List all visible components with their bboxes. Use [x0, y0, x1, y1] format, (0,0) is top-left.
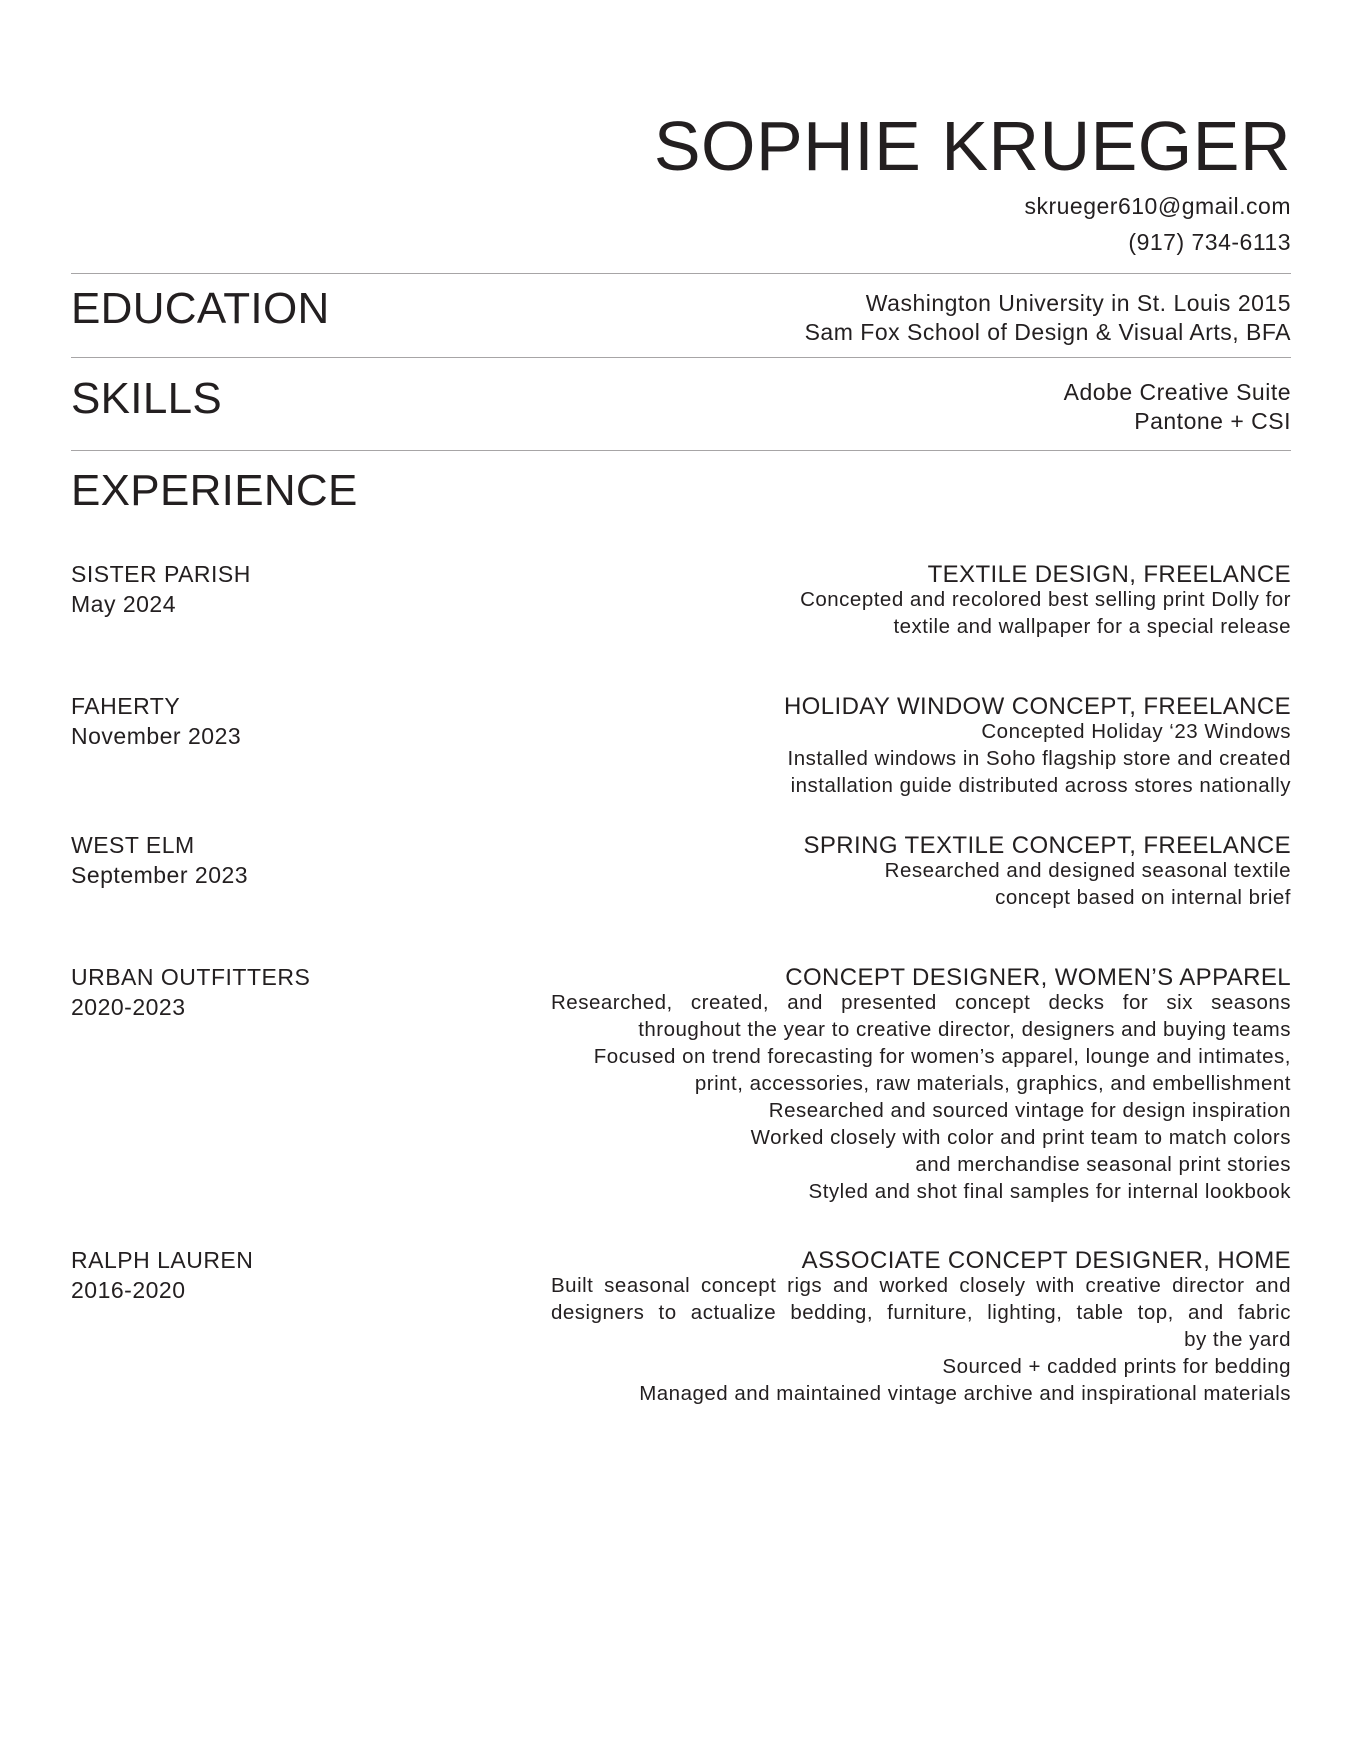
job-description: [800, 586, 1291, 640]
description-line: and merchandise seasonal print stories: [915, 1153, 1291, 1176]
employment-date: 2016-2020: [71, 1277, 186, 1303]
company-name: SISTER PARISH: [71, 561, 251, 587]
description-line: print, accessories, raw materials, graphics, and embellishment: [694, 1072, 1291, 1095]
employment-date: September 2023: [71, 862, 249, 888]
description-line: Concepted and recolored best selling print Dolly for: [800, 588, 1291, 611]
experience-role-block: [784, 690, 1291, 799]
experience-heading: EXPERIENCE: [71, 466, 358, 515]
company-name: FAHERTY: [71, 693, 181, 719]
experience-employer: [71, 690, 241, 753]
company-name: WEST ELM: [71, 832, 195, 858]
education-heading: EDUCATION: [71, 284, 330, 333]
divider-top-education: [71, 273, 1291, 274]
experience-role-block: [800, 558, 1291, 640]
resume-page: [71, 0, 1291, 1748]
description-line: Styled and shot final samples for internal lookbook: [808, 1180, 1291, 1203]
skill-item: Pantone + CSI: [1134, 408, 1291, 434]
skills-heading: SKILLS: [71, 374, 223, 423]
job-description: [551, 1272, 1291, 1407]
description-line: Researched and sourced vintage for design inspiration: [768, 1099, 1291, 1122]
education-details: [805, 287, 1291, 348]
education-school: Washington University in St. Louis 2015: [865, 290, 1291, 316]
description-line: throughout the year to creative director, designers and buying teams: [638, 1018, 1291, 1041]
resume-header: [654, 108, 1291, 262]
description-line: installation guide distributed across stores nationally: [790, 774, 1291, 797]
description-line: Managed and maintained vintage archive and inspirational materials: [639, 1382, 1291, 1405]
job-description: [803, 857, 1291, 911]
job-title: CONCEPT DESIGNER, WOMEN’S APPAREL: [785, 964, 1291, 991]
education-degree: Sam Fox School of Design & Visual Arts, BFA: [804, 319, 1291, 345]
description-line: Concepted Holiday ‘23 Windows: [981, 720, 1291, 743]
job-title: ASSOCIATE CONCEPT DESIGNER, HOME: [801, 1247, 1291, 1274]
description-line: Focused on trend forecasting for women’s apparel, lounge and intimates,: [593, 1045, 1291, 1068]
company-name: URBAN OUTFITTERS: [71, 964, 311, 990]
job-title: TEXTILE DESIGN, FREELANCE: [927, 561, 1291, 588]
job-title: SPRING TEXTILE CONCEPT, FREELANCE: [803, 832, 1291, 859]
phone-number: (917) 734-6113: [1128, 229, 1291, 255]
experience-employer: [71, 961, 310, 1024]
employment-date: 2020-2023: [71, 994, 186, 1020]
description-line: Installed windows in Soho flagship store and created: [787, 747, 1291, 770]
divider-education-skills: [71, 357, 1291, 358]
person-name: SOPHIE KRUEGER: [653, 107, 1291, 185]
description-line: Built seasonal concept rigs and worked closely with creative director and: [551, 1274, 1291, 1297]
description-line: Researched, created, and presented concept decks for six seasons: [551, 991, 1291, 1014]
experience-role-block: [551, 1244, 1291, 1407]
description-line: designers to actualize bedding, furniture, lighting, table top, and fabric: [551, 1301, 1291, 1324]
description-line: Sourced + cadded prints for bedding: [942, 1355, 1291, 1378]
experience-employer: [71, 558, 251, 621]
experience-role-block: [803, 829, 1291, 911]
email-address: skrueger610@gmail.com: [1024, 193, 1291, 219]
experience-role-block: [551, 961, 1291, 1205]
experience-employer: [71, 829, 248, 892]
employment-date: May 2024: [71, 591, 177, 617]
divider-skills-experience: [71, 450, 1291, 451]
employment-date: November 2023: [71, 723, 242, 749]
description-line: textile and wallpaper for a special release: [893, 615, 1291, 638]
description-line: by the yard: [1184, 1328, 1291, 1351]
description-line: Researched and designed seasonal textile: [884, 859, 1291, 882]
job-title: HOLIDAY WINDOW CONCEPT, FREELANCE: [783, 693, 1291, 720]
description-line: Worked closely with color and print team to match colors: [750, 1126, 1291, 1149]
description-line: concept based on internal brief: [995, 886, 1291, 909]
job-description: [784, 718, 1291, 799]
skills-details: [1064, 376, 1291, 437]
company-name: RALPH LAUREN: [71, 1247, 254, 1273]
job-description: [551, 989, 1291, 1205]
skill-item: Adobe Creative Suite: [1063, 379, 1291, 405]
experience-employer: [71, 1244, 253, 1307]
